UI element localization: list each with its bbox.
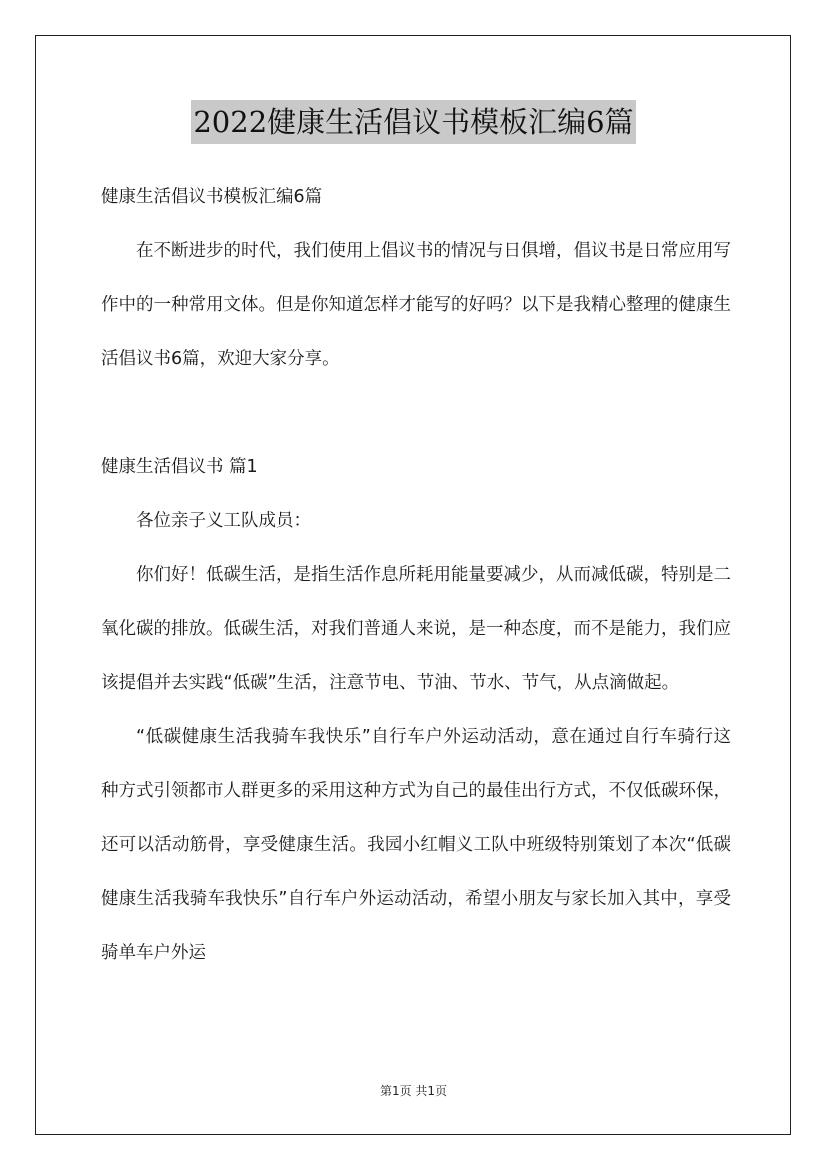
document-title: 2022健康生活倡议书模板汇编6篇 bbox=[191, 100, 635, 144]
page-footer: 第1页 共1页 bbox=[379, 1084, 448, 1098]
greeting: 各位亲子义工队成员： bbox=[136, 511, 311, 531]
section-heading: 健康生活倡议书 篇1 bbox=[101, 457, 258, 477]
body-paragraph-1: 你们好！低碳生活，是指生活作息所耗用能量要减少，从而减低碳，特别是二氧化碳的排放。低碳生活，对我们普通人来说，是一种态度，而不是能力，我们应该提倡并去实践“低碳”生活，注意节电、节油、节水、节气，从点滴做起。 bbox=[101, 565, 731, 693]
intro-paragraph: 在不断进步的时代，我们使用上倡议书的情况与日俱增，倡议书是日常应用写作中的一种常用文体。但是你知道怎样才能写的好吗？以下是我精心整理的健康生活倡议书6篇，欢迎大家分享。 bbox=[101, 241, 731, 369]
paragraph-spacer bbox=[101, 386, 731, 440]
body-paragraph-2: “低碳健康生活我骑车我快乐”自行车户外运动活动，意在通过自行车骑行这种方式引领都市人群更多的采用这种方式为自己的最佳出行方式，不仅低碳环保，还可以活动筋骨，享受健康生活。我园小红帽义工队中班级特别策划了本次“低碳健康生活我骑车我快乐”自行车户外运动活动，希望小朋友与家长加入其中，享受骑单车户外运 bbox=[101, 727, 731, 963]
subtitle: 健康生活倡议书模板汇编6篇 bbox=[101, 187, 323, 207]
document-body bbox=[101, 170, 731, 980]
title-container bbox=[0, 100, 827, 144]
